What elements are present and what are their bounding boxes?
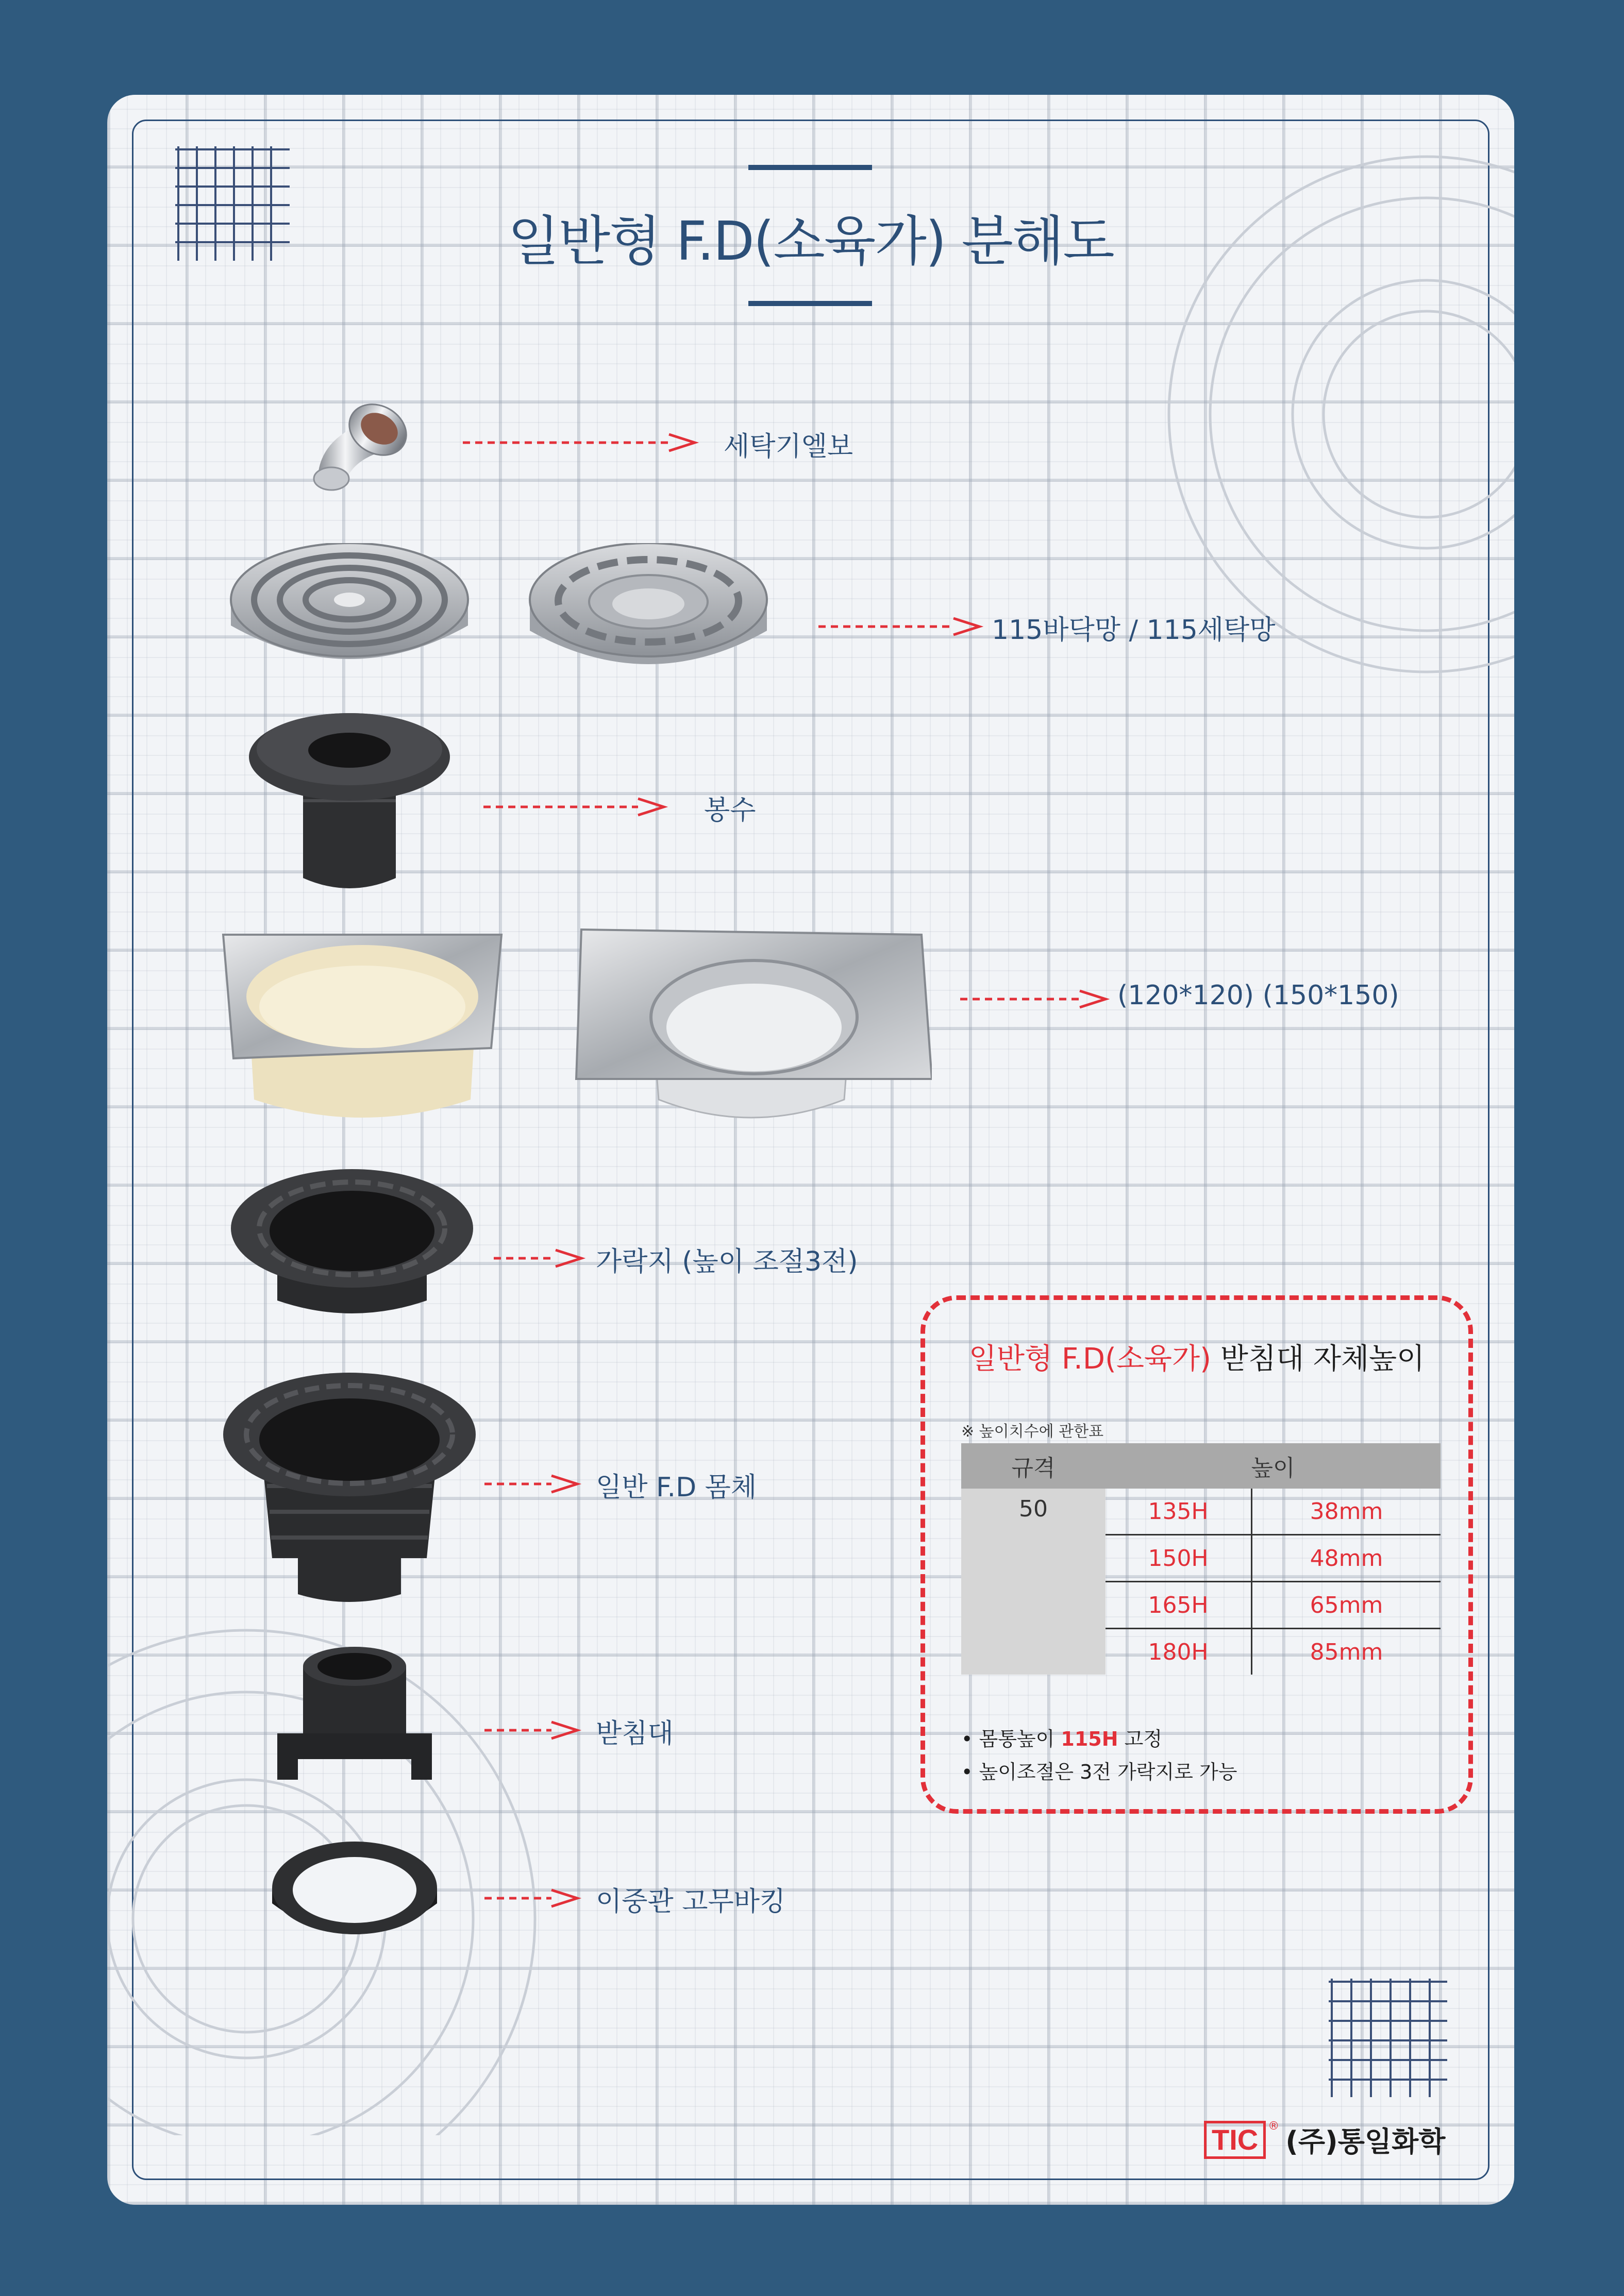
label-gasket: 이중관 고무바킹 xyxy=(596,1886,786,1917)
info-box-title-rest: 받침대 자체높이 xyxy=(1211,1342,1425,1376)
bullet1-pre: • 몸통높이 xyxy=(961,1728,1061,1750)
label-elbow: 세탁기엘보 xyxy=(724,431,853,462)
logo-registered: ® xyxy=(1268,2120,1280,2133)
arrow-gasket xyxy=(484,1888,582,1909)
label-strainer: 115바닥망 / 115세탁망 xyxy=(992,615,1276,646)
label-cover: (120*120) (150*150) xyxy=(1117,980,1399,1011)
trap-image xyxy=(246,708,453,904)
bullet-body-height xyxy=(961,1723,1237,1755)
header-size: 규격 xyxy=(961,1443,1106,1489)
label-trap: 봉수 xyxy=(704,795,756,826)
info-box-title-red: 일반형 F.D(소육가) xyxy=(968,1342,1211,1376)
label-adjuster: 가락지 (높이 조절3전) xyxy=(596,1246,858,1277)
title-rule-bottom xyxy=(748,301,872,306)
logo-mark: TIC xyxy=(1204,2121,1266,2159)
support-image xyxy=(272,1646,437,1790)
company-name: (주)통일화학 xyxy=(1285,2125,1446,2158)
page-title: 일반형 F.D(소육가) 분해도 xyxy=(508,210,1114,273)
arrow-adjuster xyxy=(494,1248,587,1269)
cell-height-code: 135H xyxy=(1106,1489,1252,1535)
cell-height-mm: 85mm xyxy=(1310,1639,1383,1665)
gasket-image xyxy=(270,1836,440,1950)
bullet1-post: 고정 xyxy=(1118,1728,1163,1750)
grid-decor-bottom-right xyxy=(1329,1979,1447,2097)
arrow-strainer xyxy=(818,616,983,637)
cell-height-mm: 38mm xyxy=(1252,1489,1441,1535)
bullet-height-adjust: • 높이조절은 3전 가락지로 가능 xyxy=(961,1761,1237,1783)
adjuster-ring-image xyxy=(228,1167,476,1321)
cover-150-image xyxy=(571,924,932,1141)
height-info-box xyxy=(920,1295,1473,1814)
arrow-cover xyxy=(960,989,1110,1009)
label-body: 일반 F.D 몸체 xyxy=(596,1472,757,1503)
height-table xyxy=(961,1443,1441,1675)
table-note: ※ 높이치수에 관한표 xyxy=(961,1423,1104,1441)
fd-body-image xyxy=(221,1362,478,1610)
arrow-elbow xyxy=(463,432,700,453)
header-height: 높이 xyxy=(1106,1443,1441,1489)
company-logo xyxy=(1204,2120,1445,2159)
label-support: 받침대 xyxy=(596,1718,674,1749)
bullet1-bold: 115H xyxy=(1061,1728,1118,1750)
title-rule-top xyxy=(748,165,872,170)
info-box-title xyxy=(925,1336,1468,1377)
washer-strainer-image xyxy=(525,543,772,682)
cell-height-mm: 65mm xyxy=(1252,1582,1441,1629)
cell-size: 50 xyxy=(961,1489,1106,1675)
poster-card xyxy=(107,95,1514,2205)
floor-strainer-image xyxy=(226,543,473,677)
cell-height-code: 165H xyxy=(1106,1582,1252,1629)
cell-height-code: 150H xyxy=(1106,1535,1252,1582)
elbow-image xyxy=(303,394,422,497)
cover-120-image xyxy=(218,930,507,1125)
arrow-body xyxy=(484,1474,582,1494)
arrow-support xyxy=(484,1720,582,1741)
cell-height-mm: 48mm xyxy=(1252,1535,1441,1582)
cell-height-code: 180H xyxy=(1106,1629,1252,1675)
info-bullets xyxy=(961,1723,1237,1788)
arrow-trap xyxy=(483,797,669,817)
table-row xyxy=(961,1489,1441,1535)
